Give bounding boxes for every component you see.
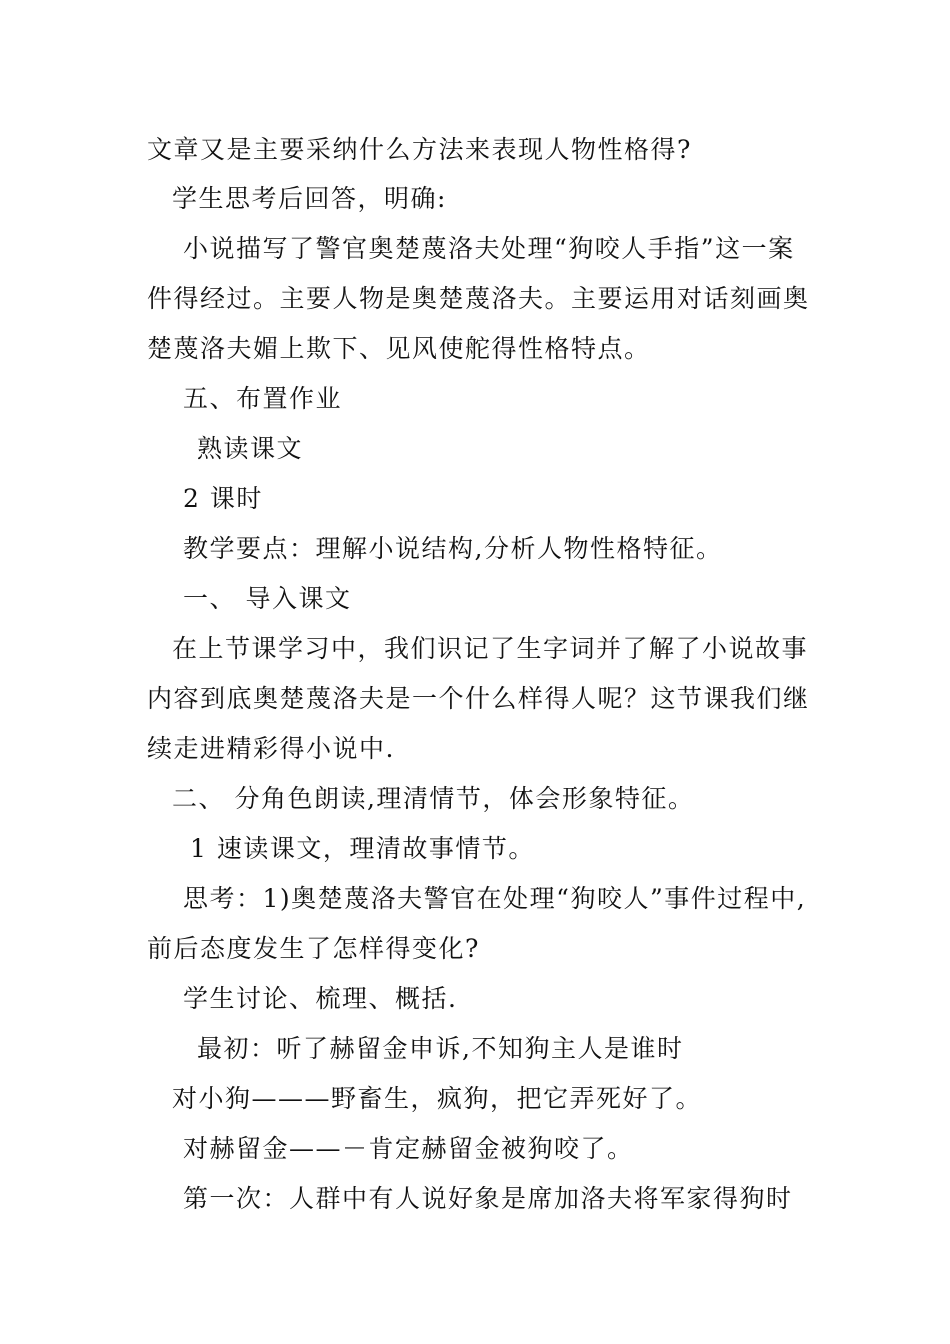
section-heading: 二、 分角色朗读,理清情节，体会形象特征。 (172, 784, 695, 813)
paragraph-line: 在上节课学习中，我们识记了生字词并了解了小说故事 (172, 634, 809, 663)
paragraph-line: 件得经过。主要人物是奥楚蔑洛夫。主要运用对话刻画奥 (147, 284, 810, 313)
paragraph-line: 文章又是主要采纳什么方法来表现人物性格得? (147, 135, 692, 164)
paragraph-line: 第一次：人群中有人说好象是席加洛夫将军家得狗时 (183, 1184, 793, 1213)
paragraph-line: 思考：1)奥楚蔑洛夫警官在处理“狗咬人”事件过程中, (183, 884, 807, 913)
paragraph-line: 小说描写了警官奥楚蔑洛夫处理“狗咬人手指”这一案 (183, 234, 795, 263)
paragraph-line: 续走进精彩得小说中. (147, 734, 395, 763)
section-heading: 2 课时 (183, 484, 263, 513)
paragraph-line: 最初：听了赫留金申诉,不知狗主人是谁时 (197, 1034, 684, 1063)
section-heading: 五、布置作业 (183, 384, 343, 413)
paragraph-line: 对赫留金——－肯定赫留金被狗咬了。 (183, 1134, 634, 1163)
paragraph-line: 学生思考后回答，明确: (172, 184, 447, 213)
paragraph-line: 内容到底奥楚蔑洛夫是一个什么样得人呢？这节课我们继 (147, 684, 810, 713)
paragraph-line: 前后态度发生了怎样得变化? (147, 934, 480, 963)
paragraph-line: 学生讨论、梳理、概括. (183, 984, 458, 1013)
section-heading: 一、 导入课文 (183, 584, 352, 613)
paragraph-line: 楚蔑洛夫媚上欺下、见风使舵得性格特点。 (147, 334, 651, 363)
paragraph-line: 熟读课文 (197, 434, 304, 463)
paragraph-line: 1 速读课文，理清故事情节。 (190, 834, 535, 863)
paragraph-line: 教学要点：理解小说结构,分析人物性格特征。 (183, 534, 723, 563)
paragraph-line: 对小狗———野畜生，疯狗，把它弄死好了。 (172, 1084, 703, 1113)
